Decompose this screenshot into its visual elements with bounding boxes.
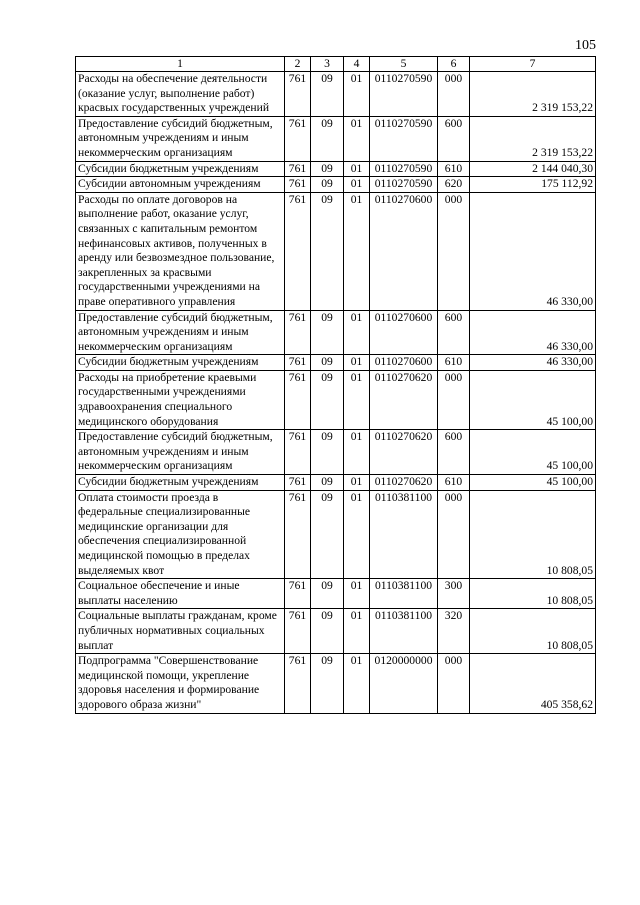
- description-cell: Социальное обеспечение и иные выплаты населению: [76, 579, 285, 609]
- target-item-code-cell: 0110270620: [370, 430, 438, 475]
- table-row: [76, 609, 596, 654]
- subsection-code-cell: 01: [344, 579, 370, 609]
- description-cell: Предоставление субсидий бюджетным, автономным учреждениям и иным некоммерческим организациям: [76, 430, 285, 475]
- section-code-cell: 09: [311, 72, 344, 117]
- amount-cell: 45 100,00: [470, 370, 596, 429]
- section-code-cell: 09: [311, 490, 344, 579]
- expense-type-code-cell: 000: [438, 654, 470, 713]
- subsection-code-cell: 01: [344, 72, 370, 117]
- description-cell: Расходы по оплате договоров на выполнение работ, оказание услуг, связанных с капитальным ремонтом нефинансовых активов, полученных в аренду или безвозмездное пользование, закрепленных за красвыми государственными учреждениями на праве оперативного управления: [76, 192, 285, 310]
- amount-cell: 10 808,05: [470, 490, 596, 579]
- target-item-code-cell: 0110270590: [370, 72, 438, 117]
- amount-cell: 175 112,92: [470, 177, 596, 193]
- admin-code-cell: 761: [285, 430, 311, 475]
- expense-type-code-cell: 600: [438, 116, 470, 161]
- expense-type-code-cell: 620: [438, 177, 470, 193]
- section-code-cell: 09: [311, 161, 344, 177]
- table-row: [76, 579, 596, 609]
- table-row: [76, 654, 596, 713]
- section-code-cell: 09: [311, 355, 344, 371]
- amount-cell: 2 319 153,22: [470, 116, 596, 161]
- admin-code-cell: 761: [285, 161, 311, 177]
- subsection-code-cell: 01: [344, 116, 370, 161]
- amount-cell: 45 100,00: [470, 430, 596, 475]
- table-row: [76, 177, 596, 193]
- section-code-cell: 09: [311, 430, 344, 475]
- description-cell: Субсидии автономным учреждениям: [76, 177, 285, 193]
- table-row: [76, 310, 596, 355]
- description-cell: Субсидии бюджетным учреждениям: [76, 475, 285, 491]
- admin-code-cell: 761: [285, 490, 311, 579]
- amount-cell: 10 808,05: [470, 579, 596, 609]
- amount-cell: 2 319 153,22: [470, 72, 596, 117]
- admin-code-cell: 761: [285, 72, 311, 117]
- table-row: [76, 355, 596, 371]
- target-item-code-cell: 0110381100: [370, 609, 438, 654]
- section-code-cell: 09: [311, 177, 344, 193]
- header-cell: 6: [438, 57, 470, 72]
- section-code-cell: 09: [311, 654, 344, 713]
- subsection-code-cell: 01: [344, 355, 370, 371]
- subsection-code-cell: 01: [344, 609, 370, 654]
- expense-type-code-cell: 320: [438, 609, 470, 654]
- page-number: 105: [575, 38, 596, 53]
- header-cell: 4: [344, 57, 370, 72]
- table-body: [76, 57, 596, 714]
- description-cell: Предоставление субсидий бюджетным, автономным учреждениям и иным некоммерческим организациям: [76, 116, 285, 161]
- expense-type-code-cell: 610: [438, 475, 470, 491]
- table-row: [76, 430, 596, 475]
- admin-code-cell: 761: [285, 310, 311, 355]
- expense-type-code-cell: 000: [438, 370, 470, 429]
- header-cell: 2: [285, 57, 311, 72]
- expense-type-code-cell: 000: [438, 192, 470, 310]
- table-row: [76, 161, 596, 177]
- header-cell: 5: [370, 57, 438, 72]
- subsection-code-cell: 01: [344, 430, 370, 475]
- description-cell: Расходы на обеспечение деятельности (оказание услуг, выполнение работ) красвых государственных учреждений: [76, 72, 285, 117]
- description-cell: Оплата стоимости проезда в федеральные специализированные медицинские организации для обеспечения специализированной медицинской помощью в пределах выделяемых квот: [76, 490, 285, 579]
- subsection-code-cell: 01: [344, 490, 370, 579]
- table-row: [76, 192, 596, 310]
- expense-type-code-cell: 610: [438, 355, 470, 371]
- description-cell: Субсидии бюджетным учреждениям: [76, 161, 285, 177]
- target-item-code-cell: 0110270600: [370, 355, 438, 371]
- target-item-code-cell: 0110270590: [370, 177, 438, 193]
- admin-code-cell: 761: [285, 116, 311, 161]
- table-row: [76, 475, 596, 491]
- subsection-code-cell: 01: [344, 475, 370, 491]
- target-item-code-cell: 0120000000: [370, 654, 438, 713]
- expense-type-code-cell: 610: [438, 161, 470, 177]
- header-row: [76, 57, 596, 72]
- subsection-code-cell: 01: [344, 654, 370, 713]
- description-cell: Предоставление субсидий бюджетным, автономным учреждениям и иным некоммерческим организациям: [76, 310, 285, 355]
- target-item-code-cell: 0110270620: [370, 475, 438, 491]
- header-cell: 1: [76, 57, 285, 72]
- expense-type-code-cell: 300: [438, 579, 470, 609]
- subsection-code-cell: 01: [344, 370, 370, 429]
- table-row: [76, 490, 596, 579]
- target-item-code-cell: 0110270590: [370, 116, 438, 161]
- admin-code-cell: 761: [285, 370, 311, 429]
- target-item-code-cell: 0110381100: [370, 579, 438, 609]
- target-item-code-cell: 0110270590: [370, 161, 438, 177]
- target-item-code-cell: 0110270600: [370, 310, 438, 355]
- description-cell: Социальные выплаты гражданам, кроме публичных нормативных социальных выплат: [76, 609, 285, 654]
- amount-cell: 405 358,62: [470, 654, 596, 713]
- section-code-cell: 09: [311, 310, 344, 355]
- amount-cell: 10 808,05: [470, 609, 596, 654]
- expense-type-code-cell: 000: [438, 490, 470, 579]
- table-row: [76, 72, 596, 117]
- admin-code-cell: 761: [285, 654, 311, 713]
- target-item-code-cell: 0110270620: [370, 370, 438, 429]
- amount-cell: 46 330,00: [470, 355, 596, 371]
- table-row: [76, 116, 596, 161]
- section-code-cell: 09: [311, 609, 344, 654]
- amount-cell: 45 100,00: [470, 475, 596, 491]
- section-code-cell: 09: [311, 370, 344, 429]
- subsection-code-cell: 01: [344, 161, 370, 177]
- amount-cell: 46 330,00: [470, 192, 596, 310]
- header-cell: 3: [311, 57, 344, 72]
- description-cell: Субсидии бюджетным учреждениям: [76, 355, 285, 371]
- table-row: [76, 370, 596, 429]
- section-code-cell: 09: [311, 579, 344, 609]
- header-cell: 7: [470, 57, 596, 72]
- description-cell: Подпрограмма "Совершенствование медицинской помощи, укрепление здоровья населения и формирование здорового образа жизни": [76, 654, 285, 713]
- target-item-code-cell: 0110270600: [370, 192, 438, 310]
- description-cell: Расходы на приобретение краевыми государственными учреждениями здравоохранения специального медицинского оборудования: [76, 370, 285, 429]
- subsection-code-cell: 01: [344, 177, 370, 193]
- subsection-code-cell: 01: [344, 310, 370, 355]
- admin-code-cell: 761: [285, 609, 311, 654]
- expense-type-code-cell: 600: [438, 310, 470, 355]
- budget-table: [75, 56, 596, 714]
- amount-cell: 46 330,00: [470, 310, 596, 355]
- expense-type-code-cell: 000: [438, 72, 470, 117]
- admin-code-cell: 761: [285, 475, 311, 491]
- admin-code-cell: 761: [285, 192, 311, 310]
- admin-code-cell: 761: [285, 177, 311, 193]
- section-code-cell: 09: [311, 192, 344, 310]
- target-item-code-cell: 0110381100: [370, 490, 438, 579]
- admin-code-cell: 761: [285, 355, 311, 371]
- section-code-cell: 09: [311, 475, 344, 491]
- subsection-code-cell: 01: [344, 192, 370, 310]
- expense-type-code-cell: 600: [438, 430, 470, 475]
- section-code-cell: 09: [311, 116, 344, 161]
- amount-cell: 2 144 040,30: [470, 161, 596, 177]
- admin-code-cell: 761: [285, 579, 311, 609]
